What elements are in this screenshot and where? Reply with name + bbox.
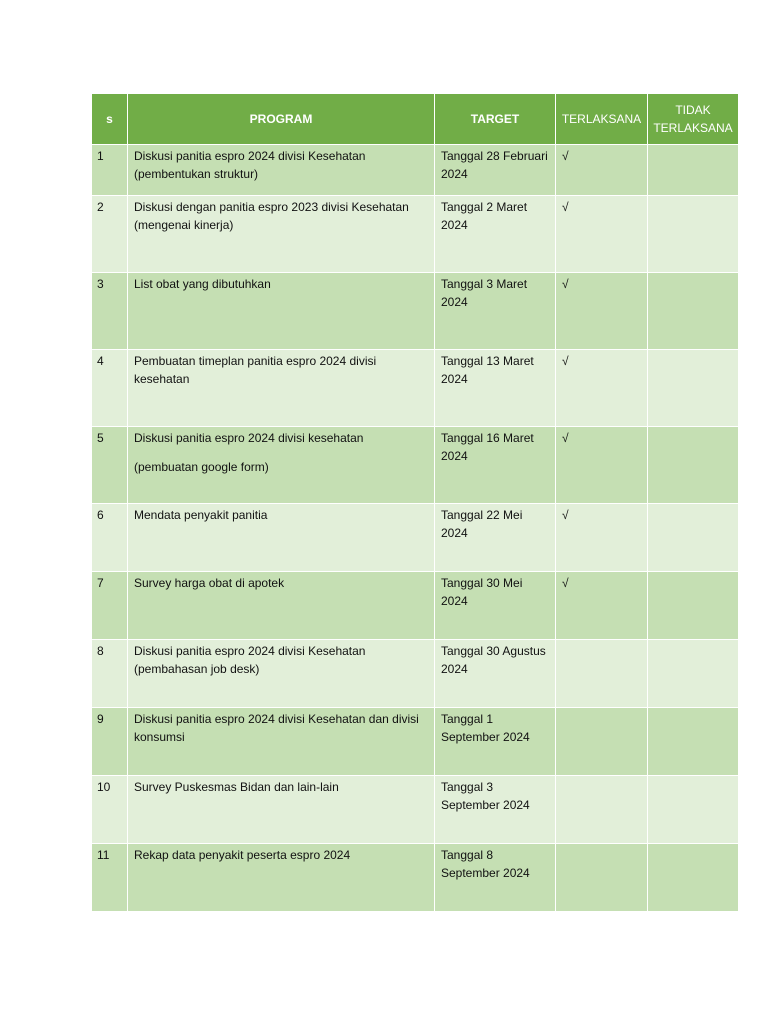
row-number: 1	[92, 145, 128, 196]
row-program: Survey Puskesmas Bidan dan lain-lain	[128, 776, 435, 844]
row-number: 9	[92, 708, 128, 776]
row-tidak-terlaksana	[648, 504, 739, 572]
row-terlaksana	[556, 708, 648, 776]
header-no: s	[92, 94, 128, 145]
program-table	[91, 93, 739, 912]
row-target: Tanggal 3 September 2024	[435, 776, 556, 844]
row-tidak-terlaksana	[648, 708, 739, 776]
row-terlaksana: √	[556, 427, 648, 504]
row-target: Tanggal 30 Agustus 2024	[435, 640, 556, 708]
row-tidak-terlaksana	[648, 572, 739, 640]
table-row	[92, 844, 739, 912]
header-program: PROGRAM	[128, 94, 435, 145]
row-tidak-terlaksana	[648, 350, 739, 427]
row-number: 7	[92, 572, 128, 640]
row-number: 10	[92, 776, 128, 844]
header-tidak-terlaksana: TIDAK TERLAKSANA	[648, 94, 739, 145]
row-target: Tanggal 2 Maret 2024	[435, 196, 556, 273]
row-target: Tanggal 22 Mei 2024	[435, 504, 556, 572]
row-target: Tanggal 1 September 2024	[435, 708, 556, 776]
row-program	[128, 427, 435, 504]
row-number: 4	[92, 350, 128, 427]
table-row	[92, 427, 739, 504]
row-target: Tanggal 8 September 2024	[435, 844, 556, 912]
row-target: Tanggal 16 Maret 2024	[435, 427, 556, 504]
table-header-row	[92, 94, 739, 145]
row-number: 8	[92, 640, 128, 708]
row-tidak-terlaksana	[648, 640, 739, 708]
row-tidak-terlaksana	[648, 844, 739, 912]
row-tidak-terlaksana	[648, 427, 739, 504]
row-terlaksana: √	[556, 350, 648, 427]
table-row	[92, 350, 739, 427]
row-number: 3	[92, 273, 128, 350]
row-terlaksana: √	[556, 504, 648, 572]
row-program: Pembuatan timeplan panitia espro 2024 divisi kesehatan	[128, 350, 435, 427]
table-row	[92, 145, 739, 196]
row-tidak-terlaksana	[648, 196, 739, 273]
row-target: Tanggal 30 Mei 2024	[435, 572, 556, 640]
row-number: 11	[92, 844, 128, 912]
table-row	[92, 776, 739, 844]
row-program: Diskusi dengan panitia espro 2023 divisi Kesehatan (mengenai kinerja)	[128, 196, 435, 273]
row-tidak-terlaksana	[648, 273, 739, 350]
row-program: Diskusi panitia espro 2024 divisi Kesehatan (pembentukan struktur)	[128, 145, 435, 196]
row-program-line2: (pembuatan google form)	[134, 460, 269, 474]
row-terlaksana	[556, 844, 648, 912]
row-terlaksana: √	[556, 273, 648, 350]
row-target: Tanggal 3 Maret 2024	[435, 273, 556, 350]
row-program: Survey harga obat di apotek	[128, 572, 435, 640]
row-target: Tanggal 13 Maret 2024	[435, 350, 556, 427]
row-program: List obat yang dibutuhkan	[128, 273, 435, 350]
row-number: 2	[92, 196, 128, 273]
table-row	[92, 708, 739, 776]
row-terlaksana	[556, 640, 648, 708]
table-row	[92, 572, 739, 640]
header-terlaksana: TERLAKSANA	[556, 94, 648, 145]
row-target: Tanggal 28 Februari 2024	[435, 145, 556, 196]
row-terlaksana	[556, 776, 648, 844]
row-tidak-terlaksana	[648, 145, 739, 196]
row-terlaksana: √	[556, 572, 648, 640]
table-row	[92, 196, 739, 273]
row-program: Mendata penyakit panitia	[128, 504, 435, 572]
row-program: Rekap data penyakit peserta espro 2024	[128, 844, 435, 912]
row-number: 5	[92, 427, 128, 504]
table-row	[92, 504, 739, 572]
row-tidak-terlaksana	[648, 776, 739, 844]
row-terlaksana: √	[556, 196, 648, 273]
row-program: Diskusi panitia espro 2024 divisi Kesehatan (pembahasan job desk)	[128, 640, 435, 708]
table-row	[92, 640, 739, 708]
header-target: TARGET	[435, 94, 556, 145]
row-program: Diskusi panitia espro 2024 divisi Kesehatan dan divisi konsumsi	[128, 708, 435, 776]
row-program-line1: Diskusi panitia espro 2024 divisi kesehatan	[134, 431, 364, 445]
row-terlaksana: √	[556, 145, 648, 196]
row-number: 6	[92, 504, 128, 572]
table-row	[92, 273, 739, 350]
